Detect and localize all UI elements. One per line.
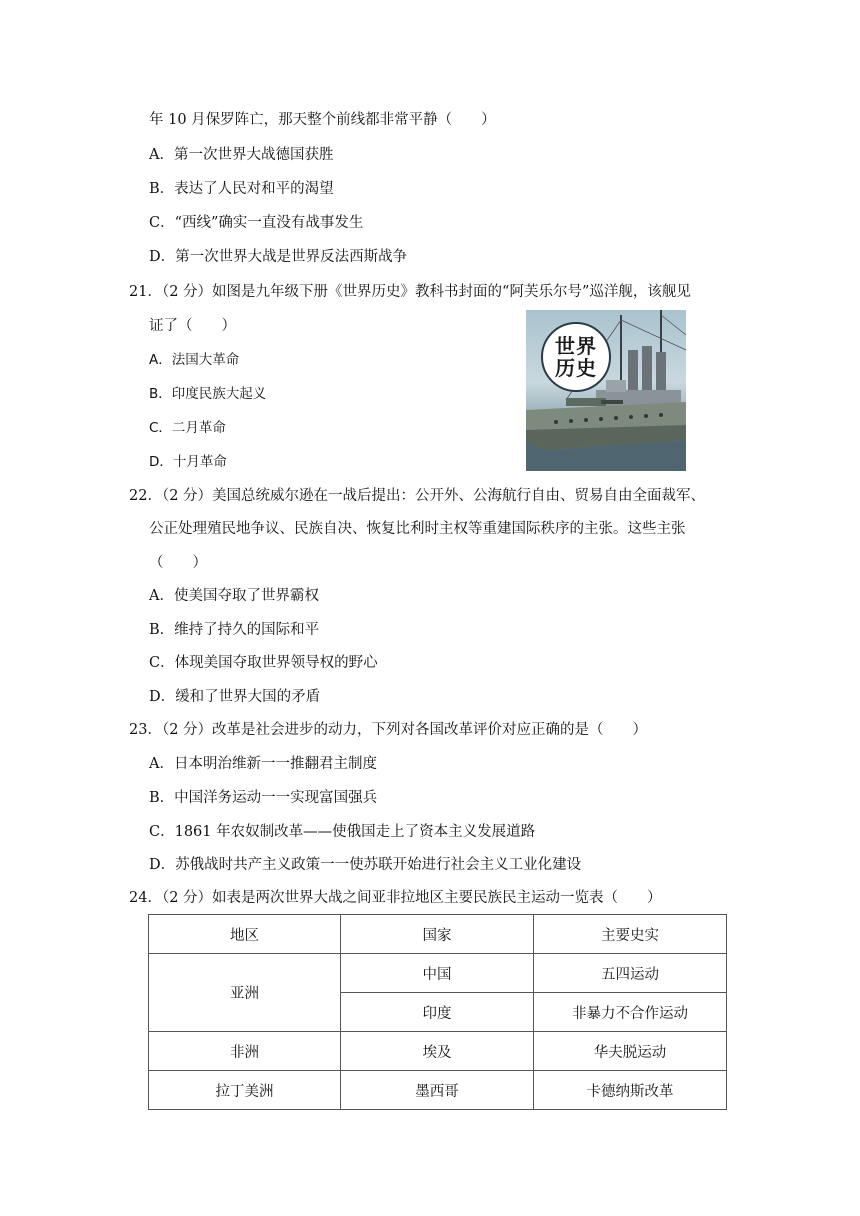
q21-stem: 21．（2 分）如图是九年级下册《世界历史》教科书封面的“阿芙乐尔号”巡洋舰，该舰见 (129, 284, 691, 300)
cell-region-africa: 非洲 (149, 1032, 341, 1071)
cell-fact: 卡德纳斯改革 (534, 1071, 727, 1110)
cell-country: 中国 (341, 954, 534, 993)
q22-option-c[interactable]: C．体现美国夺取世界领导权的野心 (149, 655, 378, 671)
q20-option-d[interactable]: D．第一次世界大战是世界反法西斯战争 (149, 249, 408, 265)
q20-option-c[interactable]: C．“西线”确实一直没有战事发生 (149, 215, 364, 231)
table-row (149, 1071, 727, 1110)
q22-stem-cont: 公正处理殖民地争议、民族自决、恢复比利时主权等重建国际秩序的主张。这些主张 (149, 521, 686, 537)
header-fact: 主要史实 (534, 915, 727, 954)
table-header-row (149, 915, 727, 954)
q23-option-c[interactable]: C．1861 年农奴制改革——使俄国走上了资本主义发展道路 (149, 824, 536, 840)
q22-stem-paren: （ ） (149, 555, 207, 571)
cover-title-badge (541, 322, 611, 392)
header-region: 地区 (149, 915, 341, 954)
cell-region-latin-america: 拉丁美洲 (149, 1071, 341, 1110)
cell-fact: 华夫脱运动 (534, 1032, 727, 1071)
q20-stem-tail: 年 10 月保罗阵亡，那天整个前线都非常平静（ ） (149, 112, 496, 128)
cover-title-line2: 历史 (555, 356, 597, 380)
q22-stem: 22．（2 分）美国总统威尔逊在一战后提出：公开外、公海航行自由、贸易自由全面裁军、 (129, 488, 706, 504)
table-row (149, 954, 727, 993)
header-country: 国家 (341, 915, 534, 954)
q20-option-a[interactable]: A．第一次世界大战德国获胜 (149, 147, 334, 163)
q22-option-b[interactable]: B．维持了持久的国际和平 (149, 622, 320, 638)
q21-option-d[interactable]: D．十月革命 (149, 454, 227, 470)
q23-option-a[interactable]: A．日本明治维新一一推翻君主制度 (149, 756, 377, 772)
q20-option-b[interactable]: B．表达了人民对和平的渴望 (149, 181, 334, 197)
cell-fact: 非暴力不合作运动 (534, 993, 727, 1032)
cell-fact: 五四运动 (534, 954, 727, 993)
q23-option-d[interactable]: D．苏俄战时共产主义政策一一使苏联开始进行社会主义工业化建设 (149, 857, 582, 873)
q21-option-c[interactable]: C．二月革命 (149, 420, 226, 436)
q21-option-a[interactable]: A．法国大革命 (149, 352, 240, 368)
q21-option-b[interactable]: B．印度民族大起义 (149, 386, 267, 402)
cell-country: 埃及 (341, 1032, 534, 1071)
cell-region-asia: 亚洲 (149, 954, 341, 1032)
q23-stem: 23．（2 分）改革是社会进步的动力，下列对各国改革评价对应正确的是（ ） (129, 722, 648, 738)
textbook-cover-image (526, 310, 686, 471)
q21-stem-cont: 证了（ ） (149, 318, 236, 334)
q22-option-a[interactable]: A．使美国夺取了世界霸权 (149, 588, 319, 604)
cell-country: 墨西哥 (341, 1071, 534, 1110)
table-row (149, 1032, 727, 1071)
cover-title-line1: 世界 (555, 334, 597, 358)
movements-table (148, 914, 727, 1110)
cell-country: 印度 (341, 993, 534, 1032)
q24-stem: 24．（2 分）如表是两次世界大战之间亚非拉地区主要民族民主运动一览表（ ） (129, 890, 662, 906)
q22-option-d[interactable]: D．缓和了世界大国的矛盾 (149, 689, 321, 705)
q23-option-b[interactable]: B．中国洋务运动一一实现富国强兵 (149, 790, 378, 806)
